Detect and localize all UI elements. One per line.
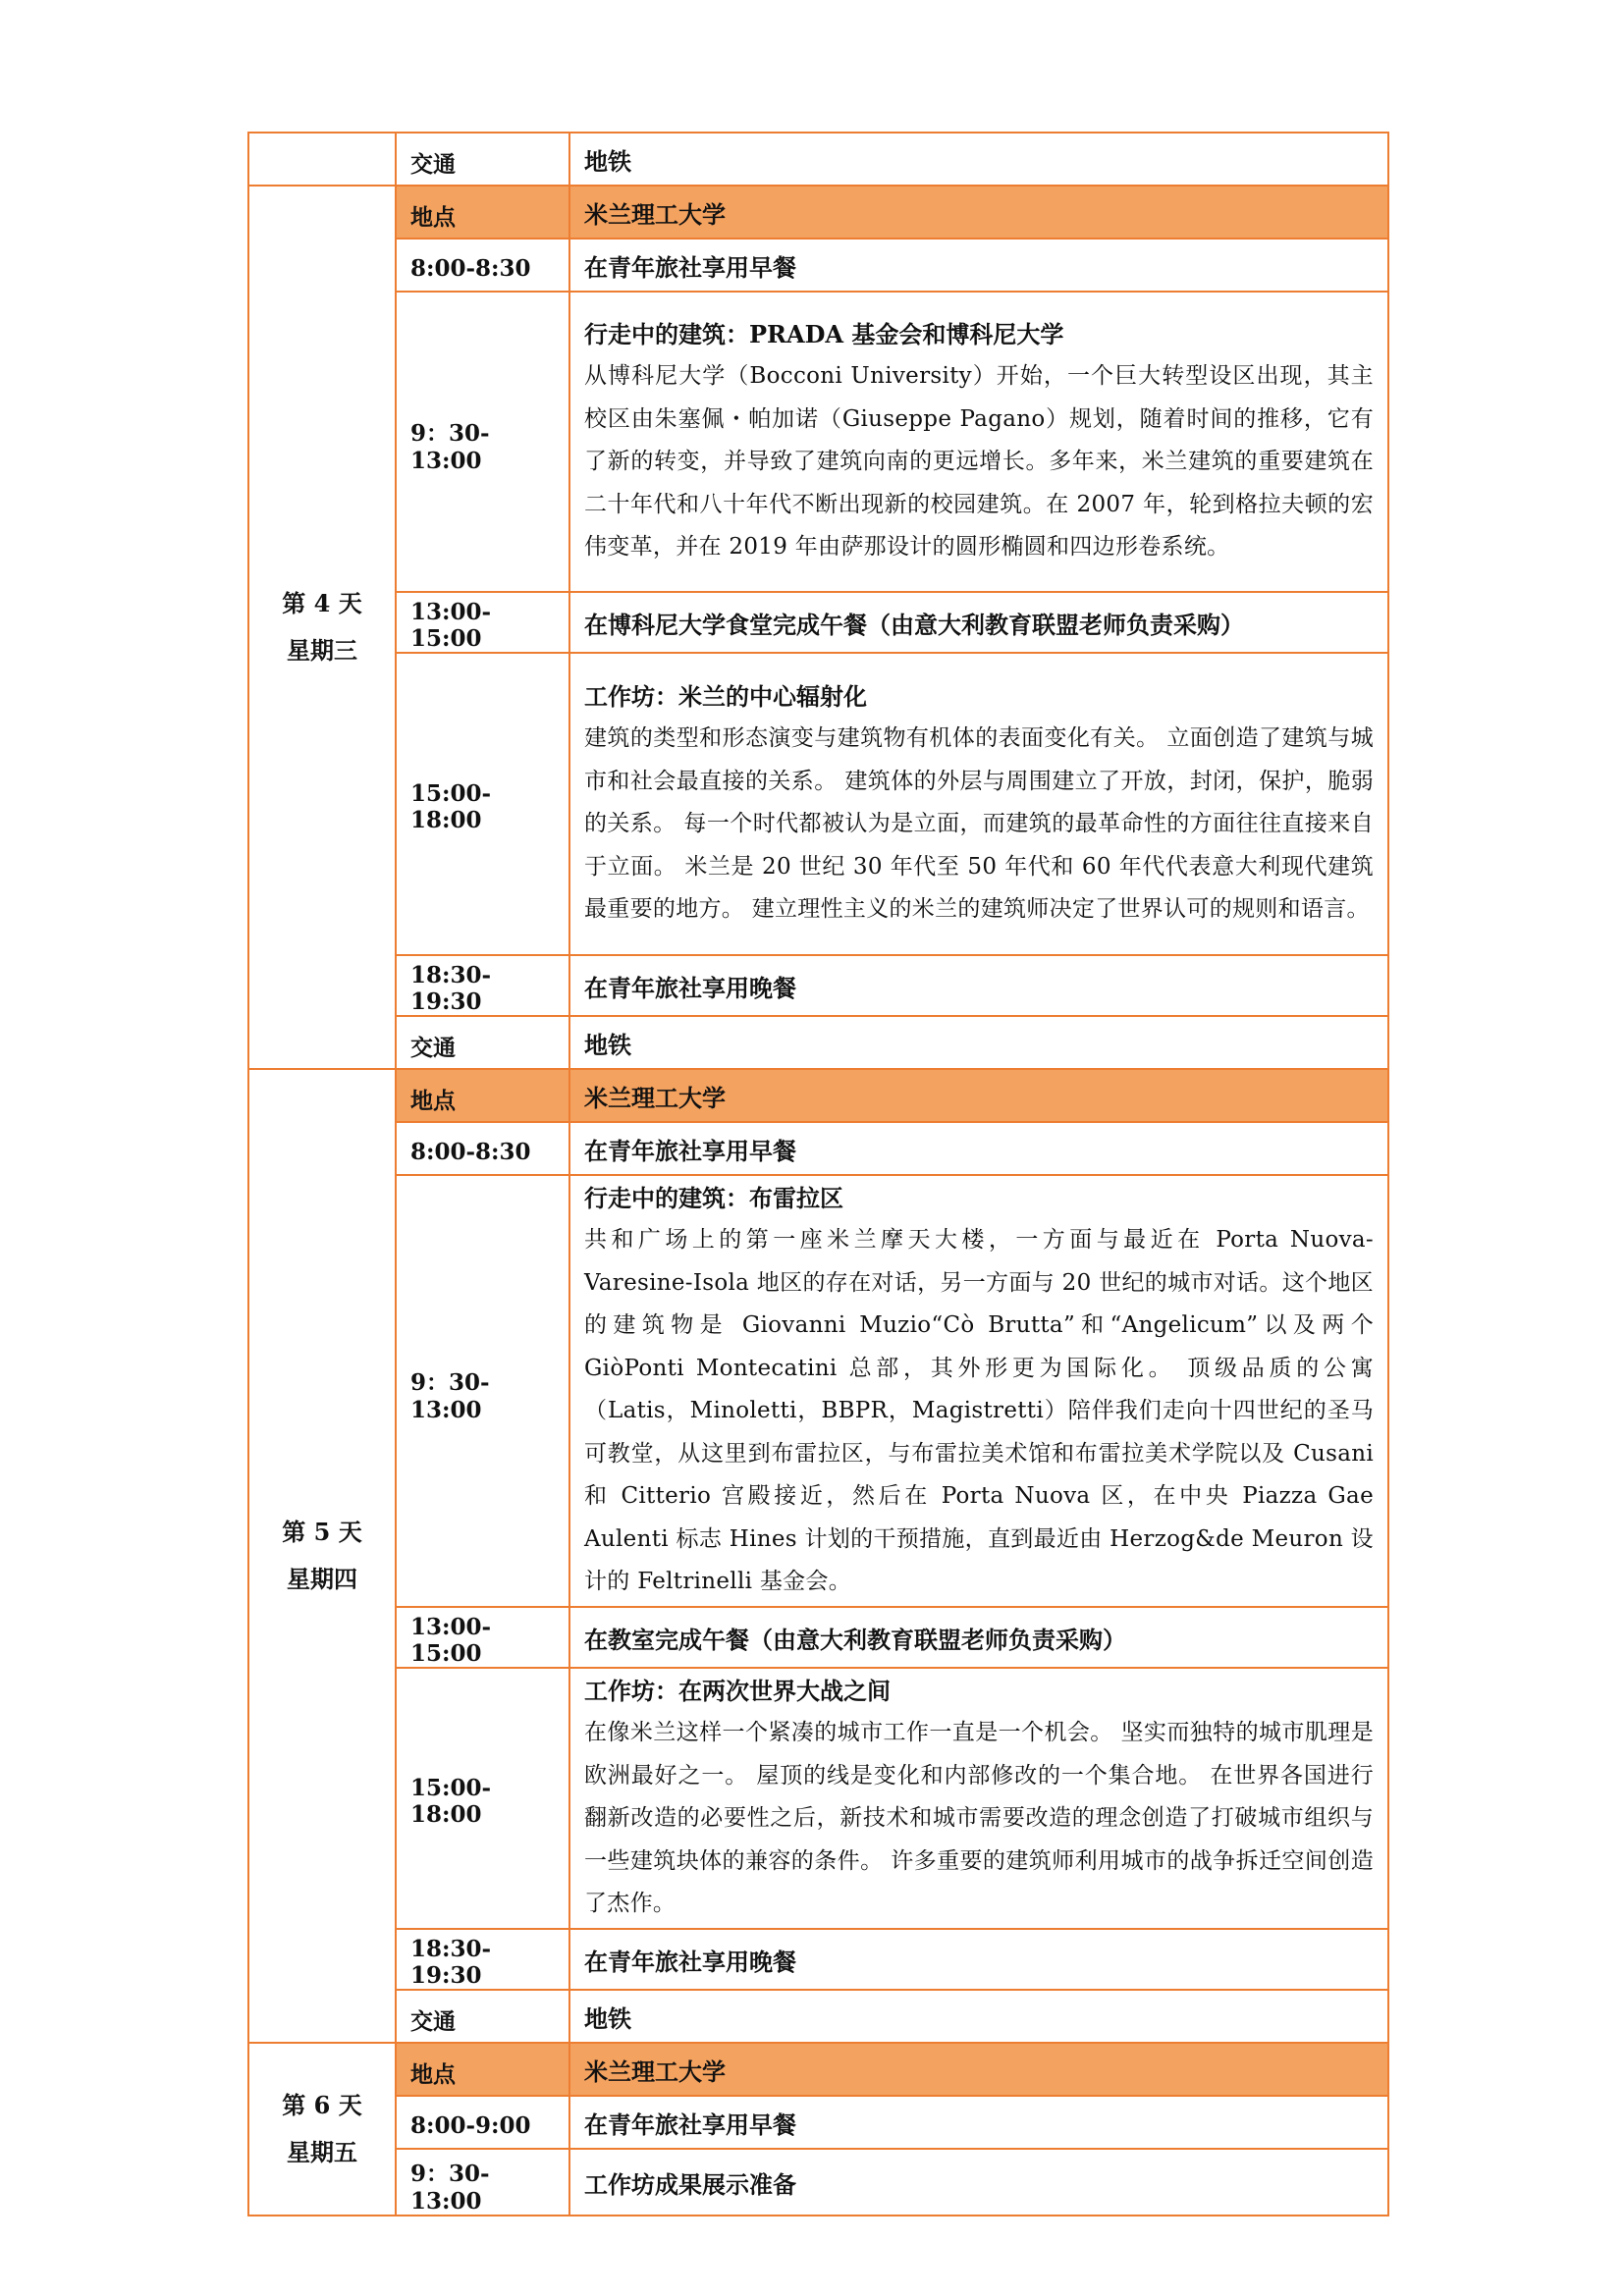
weekday: 星期三: [287, 636, 357, 665]
activity-cell: 在青年旅社享用晚餐: [569, 955, 1388, 1016]
time-cell: 15:00-18:00: [396, 1668, 569, 1929]
activity-cell: [569, 653, 1388, 955]
time-cell: 交通: [396, 1990, 569, 2043]
activity-description: 建筑的类型和形态演变与建筑物有机体的表面变化有关。 立面创造了建筑与城市和社会最直接的关系。 建筑体的外层与周围建立了开放，封闭，保护，脆弱的关系。 每一个时代都被认为是立面，而建筑的最革命性的方面往往直接来自于立面。 米兰是 20 世纪 30 年代至 50 年代和 60 年代代表意大利现代建筑最重要的地方。 建立理性主义的米兰的建筑师决定了世界认可的规则和语言。: [584, 725, 1374, 923]
table-row: [248, 1607, 1388, 1668]
day-cell: [248, 186, 396, 1069]
table-row: [248, 2149, 1388, 2216]
activity-cell: 地铁: [569, 1990, 1388, 2043]
location-row: [248, 2043, 1388, 2096]
location-label: 地点: [396, 1069, 569, 1122]
activity-cell: 在青年旅社享用早餐: [569, 239, 1388, 292]
day-number: 第 6 天: [282, 2091, 362, 2119]
location-value: 米兰理工大学: [569, 186, 1388, 239]
activity-description: 在像米兰这样一个紧凑的城市工作一直是一个机会。 坚实而独特的城市肌理是欧洲最好之一。 屋顶的线是变化和内部修改的一个集合地。 在世界各国进行翻新改造的必要性之后，新技术和城市需要改造的理念创造了打破城市组织与一些建筑块体的兼容的条件。 许多重要的建筑师利用城市的战争拆迁空间创造了杰作。: [584, 1720, 1374, 1917]
activity-description: 共和广场上的第一座米兰摩天大楼，一方面与最近在 Porta Nuova-Varesine-Isola 地区的存在对话，另一方面与 20 世纪的城市对话。这个地区的建筑物是 Giovanni Muzio“Cò Brutta”和“Angelicum”以及两个 GiòPonti Montecatini 总部，其外形更为国际化。 顶级品质的公寓（Latis，Minoletti，BBPR，Magistretti）陪伴我们走向十四世纪的圣马可教堂，从这里到布雷拉区，与布雷拉美术馆和布雷拉美术学院以及 Cusani 和 Citterio 宫殿接近，然后在 Porta Nuova 区，在中央 Piazza Gae Aulenti 标志 Hines 计划的干预措施，直到最近由 Herzog&de Meuron 设计的 Feltrinelli 基金会。: [584, 1227, 1374, 1595]
time-cell: 交通: [396, 1016, 569, 1069]
weekday: 星期五: [287, 2138, 357, 2166]
activity-cell: 地铁: [569, 133, 1388, 186]
time-cell: 8:00-8:30: [396, 1122, 569, 1175]
time-cell: 13:00-15:00: [396, 1607, 569, 1668]
activity-cell: [569, 1175, 1388, 1607]
day-number: 第 5 天: [282, 1518, 362, 1546]
location-row: [248, 1069, 1388, 1122]
table-row: [248, 1016, 1388, 1069]
table-row: [248, 955, 1388, 1016]
location-label: 地点: [396, 2043, 569, 2096]
time-cell: 8:00-8:30: [396, 239, 569, 292]
activity-title: 工作坊：米兰的中心辐射化: [584, 682, 867, 712]
day-cell: [248, 1069, 396, 2043]
table-row: [248, 239, 1388, 292]
activity-cell: 工作坊成果展示准备: [569, 2149, 1388, 2216]
activity-cell: 在博科尼大学食堂完成午餐（由意大利教育联盟老师负责采购）: [569, 592, 1388, 653]
weekday: 星期四: [287, 1565, 357, 1593]
location-row: [248, 186, 1388, 239]
day-number: 第 4 天: [282, 589, 362, 617]
activity-cell: [569, 1668, 1388, 1929]
time-cell: 8:00-9:00: [396, 2096, 569, 2149]
activity-description: 从博科尼大学（Bocconi University）开始，一个巨大转型设区出现，其主校区由朱塞佩・帕加诺（Giuseppe Pagano）规划，随着时间的推移，它有了新的转变，并导致了建筑向南的更远增长。多年来，米兰建筑的重要建筑在二十年代和八十年代不断出现新的校园建筑。在 2007 年，轮到格拉夫顿的宏伟变革，并在 2019 年由萨那设计的圆形椭圆和四边形卷系统。: [584, 363, 1374, 561]
table-row: [248, 1990, 1388, 2043]
activity-title: 行走中的建筑：PRADA 基金会和博科尼大学: [584, 320, 1064, 349]
activity-cell: 在青年旅社享用晚餐: [569, 1929, 1388, 1990]
table-row: [248, 1175, 1388, 1607]
activity-cell: 在教室完成午餐（由意大利教育联盟老师负责采购）: [569, 1607, 1388, 1668]
day-cell: [248, 2043, 396, 2216]
time-cell: 15:00-18:00: [396, 653, 569, 955]
time-cell: 9：30-13:00: [396, 292, 569, 592]
location-value: 米兰理工大学: [569, 1069, 1388, 1122]
table-row: [248, 133, 1388, 186]
activity-title: 行走中的建筑：布雷拉区: [584, 1184, 843, 1213]
activity-cell: 地铁: [569, 1016, 1388, 1069]
table-row: [248, 1929, 1388, 1990]
table-row: [248, 2096, 1388, 2149]
activity-cell: [569, 292, 1388, 592]
table-row: [248, 592, 1388, 653]
day-cell-empty: [248, 133, 396, 186]
time-cell: 18:30-19:30: [396, 1929, 569, 1990]
location-value: 米兰理工大学: [569, 2043, 1388, 2096]
time-cell: 交通: [396, 133, 569, 186]
table-row: [248, 1668, 1388, 1929]
time-cell: 9：30-13:00: [396, 1175, 569, 1607]
table-row: [248, 292, 1388, 592]
activity-cell: 在青年旅社享用早餐: [569, 1122, 1388, 1175]
activity-cell: 在青年旅社享用早餐: [569, 2096, 1388, 2149]
activity-title: 工作坊：在两次世界大战之间: [584, 1677, 891, 1706]
time-cell: 18:30-19:30: [396, 955, 569, 1016]
time-cell: 13:00-15:00: [396, 592, 569, 653]
table-row: [248, 1122, 1388, 1175]
itinerary-table: [247, 132, 1389, 2216]
location-label: 地点: [396, 186, 569, 239]
table-row: [248, 653, 1388, 955]
time-cell: 9：30-13:00: [396, 2149, 569, 2216]
